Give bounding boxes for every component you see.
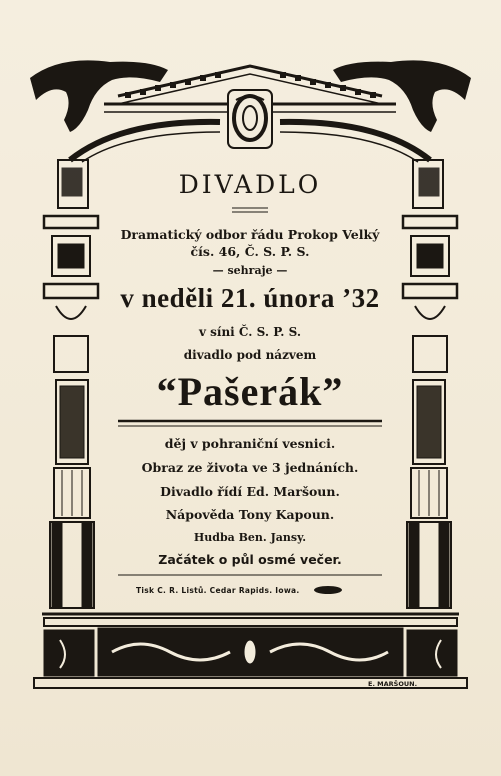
performance-date: v neděli 21. února ’32 [120,283,380,313]
organizer-line-2: čís. 46, Č. S. P. S. [190,244,310,259]
venue-line: v síni Č. S. P. S. [198,325,302,339]
corner-ornament-left [30,60,168,132]
play-title: “Pašerák” [156,369,344,414]
detail-line: děj v pohraniční vesnici. [164,436,336,451]
monogram-emblem [228,90,272,148]
poster-title: DIVADLO [178,170,322,199]
detail-line: Divadlo řídí Ed. Maršoun. [160,484,340,499]
left-column [44,160,98,608]
detail-line: Nápověda Tony Kapoun. [165,507,335,522]
printer-ornament [314,586,342,594]
printer-credit: Tisk C. R. Listů. Cedar Rapids. Iowa. [136,586,300,595]
right-column [403,160,457,608]
organizer-line-1: Dramatický odbor řádu Prokop Velký [120,227,380,242]
base-plinth [34,614,467,688]
artist-signature: E. MARŠOUN. [368,680,418,688]
detail-line: Hudba Ben. Jansy. [193,531,307,544]
performs-line: — sehraje — [212,264,288,277]
corner-ornament-right [333,60,471,132]
play-intro: divadlo pod názvem [183,348,317,362]
start-time-line: Začátek o půl osmé večer. [158,552,342,567]
detail-line: Obraz ze života ve 3 jednáních. [141,460,359,475]
